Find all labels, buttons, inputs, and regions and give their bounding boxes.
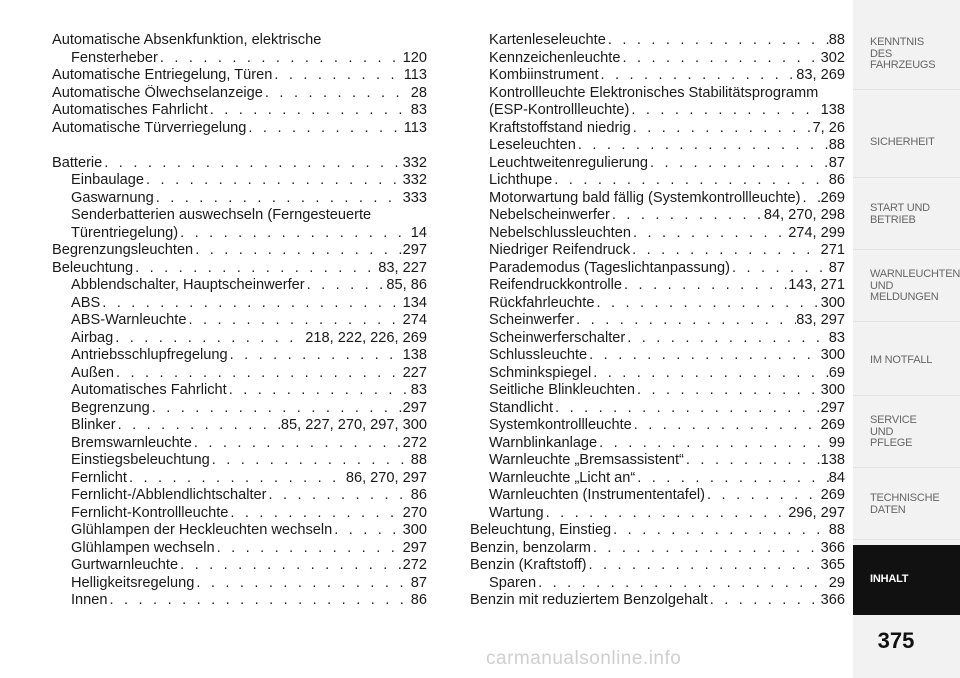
- index-entry-term: Kombiinstrument: [489, 67, 599, 83]
- index-entry[interactable]: [52, 172, 427, 190]
- index-entry-term: Einbaulage: [71, 172, 145, 188]
- index-entry[interactable]: [52, 277, 427, 295]
- index-entry-page: 84: [828, 469, 845, 486]
- index-entry-term: Türentriegelung): [71, 224, 179, 241]
- chapter-tab-label: BETRIEB: [870, 213, 916, 226]
- index-entry-page: 83, 269: [796, 67, 845, 83]
- index-entry[interactable]: [470, 102, 845, 120]
- index-entry[interactable]: [52, 382, 427, 400]
- index-entry[interactable]: [470, 120, 845, 138]
- chapter-tab-label: TECHNISCHE: [870, 492, 940, 504]
- index-entry-page: 138: [402, 347, 427, 363]
- index-entry-term: Standlicht: [489, 399, 554, 416]
- index-column-right: [470, 32, 845, 610]
- index-entry-page: 138: [820, 102, 845, 118]
- dot-leader: [576, 137, 829, 155]
- index-entry[interactable]: [52, 575, 427, 593]
- dot-leader: [144, 172, 403, 190]
- index-entry[interactable]: [470, 417, 845, 435]
- index-entry[interactable]: [470, 155, 845, 173]
- index-entry-term: Glühlampen wechseln: [71, 539, 215, 556]
- dot-leader: [536, 575, 829, 593]
- index-entry-page: 28: [410, 84, 427, 101]
- index-entry-page: 83, 227: [378, 259, 427, 276]
- dot-leader: [684, 452, 821, 470]
- index-entry-term: Bremswarnleuchte: [71, 434, 192, 451]
- dot-leader: [553, 400, 821, 418]
- index-entry-term: Kennzeichenleuchte: [489, 49, 621, 66]
- index-entry-page: 85, 86: [386, 277, 427, 293]
- dot-leader: [208, 102, 411, 120]
- dot-leader: [263, 85, 411, 103]
- index-entry[interactable]: [470, 50, 845, 68]
- index-entry-page: 274, 299: [788, 224, 845, 241]
- index-entry-term: Fensterheber: [71, 49, 158, 66]
- index-entry[interactable]: [470, 522, 845, 540]
- index-entry[interactable]: [52, 155, 427, 173]
- index-entry[interactable]: [52, 190, 427, 208]
- watermark-text: carmanualsonline.info: [486, 648, 682, 669]
- index-entry-page: 333: [402, 189, 427, 206]
- dot-leader: [246, 120, 403, 138]
- index-entry[interactable]: [52, 330, 427, 348]
- index-entry-page: 86: [828, 172, 845, 188]
- chapter-tab-label: MELDUNGEN: [870, 291, 939, 304]
- dot-leader: [591, 540, 821, 558]
- index-entry-term: Warnleuchten (Instrumententafel): [489, 487, 706, 503]
- dot-leader: [228, 347, 403, 365]
- index-entry-page: 302: [820, 49, 845, 66]
- dot-leader: [133, 260, 378, 278]
- dot-leader: [178, 225, 411, 243]
- index-entry-term: Antriebsschlupfregelung: [71, 347, 228, 363]
- index-entry-term: Parademodus (Tageslichtanpassung): [489, 259, 730, 276]
- chapter-tab[interactable]: [853, 252, 960, 322]
- index-entry[interactable]: [52, 365, 427, 383]
- index-entry-term: Automatisches Fahrlicht: [71, 382, 227, 398]
- index-entry[interactable]: [52, 557, 427, 575]
- index-entry-page: 88: [828, 137, 845, 153]
- index-entry-page: 113: [403, 67, 427, 83]
- dot-leader: [574, 312, 796, 330]
- index-entry-page: 332: [402, 172, 427, 188]
- index-entry-term: Niedriger Reifendruck: [489, 242, 631, 258]
- index-entry-term: Seitliche Blinkleuchten: [489, 382, 636, 398]
- chapter-sidebar: [853, 0, 960, 678]
- index-entry[interactable]: [52, 225, 427, 243]
- index-entry-term: Leuchtweitenregulierung: [489, 154, 649, 171]
- dot-leader: [178, 557, 403, 575]
- index-entry-term: Warnblinkanlage: [489, 434, 598, 451]
- dot-leader: [632, 417, 821, 435]
- index-entry[interactable]: [52, 522, 427, 540]
- chapter-tab-label: UND: [870, 425, 894, 438]
- index-entry[interactable]: [52, 540, 427, 558]
- dot-leader: [622, 277, 788, 295]
- index-entry-page: 300: [820, 382, 845, 398]
- dot-leader: [597, 435, 829, 453]
- index-entry-page: 300: [820, 294, 845, 311]
- index-entry[interactable]: [52, 400, 427, 418]
- dot-leader: [193, 242, 402, 260]
- index-entry-term: Warnleuchte „Bremsassistent“: [489, 452, 684, 468]
- index-entry[interactable]: [470, 435, 845, 453]
- dot-leader: [154, 190, 403, 208]
- index-entry[interactable]: [470, 277, 845, 295]
- dot-leader: [620, 50, 820, 68]
- dot-leader: [332, 522, 402, 540]
- index-entry[interactable]: [470, 190, 845, 208]
- dot-leader: [587, 557, 821, 575]
- index-entry[interactable]: [52, 312, 427, 330]
- index-entry-page: 143, 271: [788, 277, 845, 293]
- index-entry-page: 83, 297: [796, 312, 845, 328]
- index-entry-page: 83: [410, 382, 427, 398]
- index-entry[interactable]: [470, 172, 845, 190]
- dot-leader: [587, 347, 820, 365]
- index-entry-term: Automatische Entriegelung, Türen: [52, 67, 273, 83]
- index-entry-term: Airbag: [71, 329, 114, 346]
- chapter-tab-label: UND: [870, 279, 894, 292]
- index-entry[interactable]: [470, 67, 845, 85]
- index-entry-page: 87: [828, 154, 845, 171]
- chapter-tab[interactable]: [853, 20, 960, 90]
- index-entry[interactable]: [470, 505, 845, 523]
- dot-leader: [591, 365, 829, 383]
- index-entry[interactable]: [470, 207, 845, 225]
- dot-leader: [102, 155, 402, 173]
- page-number: 375: [877, 628, 915, 653]
- index-entry-page: 86, 270, 297: [345, 469, 427, 486]
- index-entry-term: Gurtwarnleuchte: [71, 557, 179, 573]
- dot-leader: [635, 470, 828, 488]
- index-entry-page: 69: [828, 364, 845, 381]
- dot-leader: [552, 172, 828, 190]
- index-entry-term: Begrenzung: [71, 399, 150, 416]
- index-entry[interactable]: [52, 435, 427, 453]
- index-entry-page: 300: [820, 347, 845, 363]
- index-entry-page: 365: [820, 557, 845, 573]
- dot-leader: [114, 365, 403, 383]
- chapter-tab-label: START UND: [870, 202, 930, 214]
- index-entry-term: Benzin, benzolarm: [470, 539, 591, 556]
- index-entry-term: Warnleuchte „Licht an“: [489, 469, 636, 486]
- index-entry-term: Benzin mit reduziertem Benzolgehalt: [470, 592, 708, 608]
- index-entry-term: Benzin (Kraftstoff): [470, 557, 587, 573]
- index-entry-term: Glühlampen der Heckleuchten wechseln: [71, 522, 333, 538]
- index-entry-page: 300: [402, 522, 427, 538]
- index-entry[interactable]: [52, 347, 427, 365]
- index-entry-heading: Automatische Absenkfunktion, elektrische: [52, 32, 322, 48]
- index-entry-page: 120: [402, 49, 427, 66]
- index-column-left: [52, 32, 427, 610]
- index-gap: [52, 137, 427, 155]
- index-entry-page: 113: [403, 119, 427, 136]
- chapter-tab[interactable]: [853, 326, 960, 396]
- index-entry-term: Fernlicht-/Abblendlichtschalter: [71, 487, 267, 503]
- index-entry-page: 7, 26: [812, 119, 845, 136]
- chapter-tab[interactable]: [853, 470, 960, 540]
- dot-leader: [606, 32, 829, 50]
- index-entry-term: ABS: [71, 294, 101, 311]
- index-entry-term: Abblendschalter, Hauptscheinwerfer: [71, 277, 305, 293]
- index-entry-term: Automatische Türverriegelung: [52, 119, 247, 136]
- index-entry-page: 274: [402, 312, 427, 328]
- index-entry-term: Fernlicht-Kontrollleuchte: [71, 504, 229, 521]
- index-entry-page: 88: [828, 32, 845, 48]
- chapter-tab[interactable]: [853, 108, 960, 178]
- chapter-tab-label: FAHRZEUGS: [870, 59, 936, 72]
- index-entry[interactable]: [52, 505, 427, 523]
- dot-leader: [158, 50, 403, 68]
- chapter-tab-label: DATEN: [870, 503, 906, 516]
- index-entry-page: 366: [820, 592, 845, 608]
- dot-leader: [210, 452, 411, 470]
- dot-leader: [544, 505, 789, 523]
- index-entry[interactable]: [52, 452, 427, 470]
- index-entry-term: Sparen: [489, 574, 537, 591]
- index-entry[interactable]: [470, 260, 845, 278]
- index-entry[interactable]: [470, 137, 845, 155]
- chapter-tab-label: PFLEGE: [870, 437, 913, 450]
- index-entry[interactable]: [470, 540, 845, 558]
- index-entry-term: Batterie: [52, 154, 103, 171]
- dot-leader: [194, 575, 410, 593]
- index-entry[interactable]: [470, 32, 845, 50]
- index-entry-term: Innen: [71, 592, 108, 608]
- index-entry[interactable]: [470, 312, 845, 330]
- index-entry-page: 83: [828, 329, 845, 346]
- index-entry[interactable]: [52, 85, 427, 103]
- dot-leader: [705, 487, 821, 505]
- index-entry-page: 227: [402, 364, 427, 381]
- index-entry-page: 269: [820, 417, 845, 433]
- dot-leader: [186, 312, 402, 330]
- dot-leader: [227, 382, 411, 400]
- dot-leader: [611, 522, 829, 540]
- index-entry-term: Rückfahrleuchte: [489, 294, 595, 311]
- dot-leader: [272, 67, 403, 85]
- index-entry-page: 14: [410, 224, 427, 241]
- index-entry-term: Beleuchtung: [52, 259, 134, 276]
- index-entry-page: 84, 270, 298: [763, 207, 845, 223]
- index-entry-page: 269: [820, 487, 845, 503]
- index-entry-page: 272: [402, 434, 427, 451]
- index-entry-page: 297: [402, 399, 427, 416]
- index-entry-heading: Senderbatterien auswechseln (Ferngesteuerte: [71, 207, 372, 223]
- index-entry[interactable]: [52, 260, 427, 278]
- dot-leader: [215, 540, 403, 558]
- dot-leader: [594, 295, 820, 313]
- index-entry-page: 29: [828, 574, 845, 591]
- index-entry[interactable]: [470, 242, 845, 260]
- dot-leader: [108, 592, 411, 610]
- index-entry-page: 366: [820, 539, 845, 556]
- chapter-tab-label: IM NOTFALL: [870, 353, 933, 366]
- index-entry[interactable]: [52, 102, 427, 120]
- dot-leader: [228, 505, 402, 523]
- index-entry-term: Wartung: [489, 504, 544, 521]
- dot-leader: [610, 207, 764, 225]
- index-entry[interactable]: [52, 487, 427, 505]
- index-entry[interactable]: [470, 382, 845, 400]
- index-entry-term: Systemkontrollleuchte: [489, 417, 632, 433]
- dot-leader: [629, 102, 820, 120]
- index-entry-term: Blinker: [71, 417, 116, 433]
- dot-leader: [631, 225, 788, 243]
- dot-leader: [266, 487, 410, 505]
- index-entry-page: 138: [820, 452, 845, 468]
- dot-leader: [625, 330, 828, 348]
- index-entry[interactable]: [52, 470, 427, 488]
- dot-leader: [192, 435, 403, 453]
- index-entry-page: 86: [410, 592, 427, 608]
- dot-leader: [127, 470, 346, 488]
- dot-leader: [630, 242, 821, 260]
- index-entry[interactable]: [470, 400, 845, 418]
- index-entry[interactable]: [52, 592, 427, 610]
- index-entry-term: Reifendruckkontrolle: [489, 277, 623, 293]
- index-entry-page: 297: [402, 539, 427, 556]
- index-entry-term: Helligkeitsregelung: [71, 574, 195, 591]
- index-entry-term: Kraftstoffstand niedrig: [489, 119, 631, 136]
- index-entry-page: 99: [828, 434, 845, 451]
- index-entry-page: 86: [410, 487, 427, 503]
- dot-leader: [150, 400, 403, 418]
- index-entry-term: Begrenzungsleuchten: [52, 242, 194, 258]
- index-entry-term: Automatische Ölwechselanzeige: [52, 84, 263, 101]
- index-entry-term: Gaswarnung: [71, 189, 154, 206]
- index-entry-term: Kartenleseleuchte: [489, 32, 606, 48]
- index-entry-page: 85, 227, 270, 297, 300: [280, 417, 427, 433]
- index-entry-page: 297: [820, 399, 845, 416]
- dot-leader: [631, 120, 813, 138]
- index-entry[interactable]: [52, 120, 427, 138]
- index-entry-page: 332: [402, 154, 427, 171]
- chapter-tab-label: KENNTNIS: [870, 36, 925, 49]
- chapter-tab-label: WARNLEUCHTEN: [870, 268, 960, 281]
- index-entry-term: Motorwartung bald fällig (Systemkontrollleuchte): [489, 189, 801, 206]
- index-entry-page: 269: [820, 189, 845, 206]
- dot-leader: [116, 417, 281, 435]
- index-entry-term: Nebelscheinwerfer: [489, 207, 610, 223]
- index-entry-page: 270: [402, 504, 427, 521]
- chapter-tab-label: INHALT: [870, 573, 909, 586]
- dot-leader: [800, 190, 820, 208]
- index-entry[interactable]: [470, 452, 845, 470]
- index-entry-page: 87: [828, 259, 845, 276]
- index-entry-page: 83: [410, 102, 427, 118]
- index-entry-page: 88: [828, 522, 845, 538]
- index-entry[interactable]: [470, 487, 845, 505]
- index-entry[interactable]: [470, 347, 845, 365]
- index-entry-page: 296, 297: [788, 504, 845, 521]
- index-entry-term: Beleuchtung, Einstieg: [470, 522, 612, 538]
- index-entry-term: Automatisches Fahrlicht: [52, 102, 208, 118]
- index-entry-page: 218, 222, 226, 269: [305, 329, 427, 346]
- index-entry-term: Fernlicht: [71, 469, 127, 486]
- index-entry[interactable]: [52, 50, 427, 68]
- index-entry[interactable]: [470, 592, 845, 610]
- dot-leader: [635, 382, 821, 400]
- dot-leader: [648, 155, 829, 173]
- index-entry-term: ABS-Warnleuchte: [71, 312, 187, 328]
- dot-leader: [100, 295, 402, 313]
- index-entry[interactable]: [470, 557, 845, 575]
- index-entry-term: Scheinwerfer: [489, 312, 575, 328]
- chapter-tab-label: DES: [870, 47, 893, 60]
- index-entry-term: Scheinwerferschalter: [489, 329, 626, 346]
- index-entry-page: 297: [402, 242, 427, 258]
- index-entry[interactable]: [470, 295, 845, 313]
- index-entry-page: 271: [820, 242, 845, 258]
- dot-leader: [730, 260, 829, 278]
- chapter-tab[interactable]: [853, 180, 960, 250]
- dot-leader: [708, 592, 821, 610]
- index-entry-term: Einstiegsbeleuchtung: [71, 452, 210, 468]
- index-entry-page: 272: [402, 557, 427, 573]
- index-entry-page: 88: [410, 452, 427, 468]
- index-entry[interactable]: [470, 330, 845, 348]
- chapter-tab-label: SERVICE: [870, 414, 917, 427]
- chapter-tab-label: SICHERHEIT: [870, 135, 935, 148]
- dot-leader: [599, 67, 797, 85]
- index-entry-term: (ESP-Kontrollleuchte): [489, 102, 630, 118]
- index-entry-page: 134: [402, 294, 427, 311]
- dot-leader: [113, 330, 305, 348]
- index-entry-term: Lichthupe: [489, 172, 553, 188]
- index-entry[interactable]: [52, 295, 427, 313]
- index-entry[interactable]: [470, 575, 845, 593]
- index-entry[interactable]: [52, 242, 427, 260]
- index-entry[interactable]: [470, 470, 845, 488]
- chapter-tab[interactable]: [853, 545, 960, 615]
- index-entry-term: Leseleuchten: [489, 137, 576, 153]
- index-entry[interactable]: [470, 225, 845, 243]
- index-entry[interactable]: [52, 417, 427, 435]
- index-entry[interactable]: [52, 67, 427, 85]
- chapter-tab[interactable]: [853, 398, 960, 468]
- index-entry-term: Schlussleuchte: [489, 347, 588, 363]
- index-entry[interactable]: [470, 365, 845, 383]
- index-entry-heading: Kontrollleuchte Elektronisches Stabilitätsprogramm: [489, 84, 819, 101]
- index-entry-page: 87: [410, 574, 427, 591]
- index-entry-term: Außen: [71, 364, 114, 381]
- index-entry-term: Schminkspiegel: [489, 364, 592, 381]
- index-entry-term: Nebelschlussleuchten: [489, 224, 631, 241]
- dot-leader: [305, 277, 387, 295]
